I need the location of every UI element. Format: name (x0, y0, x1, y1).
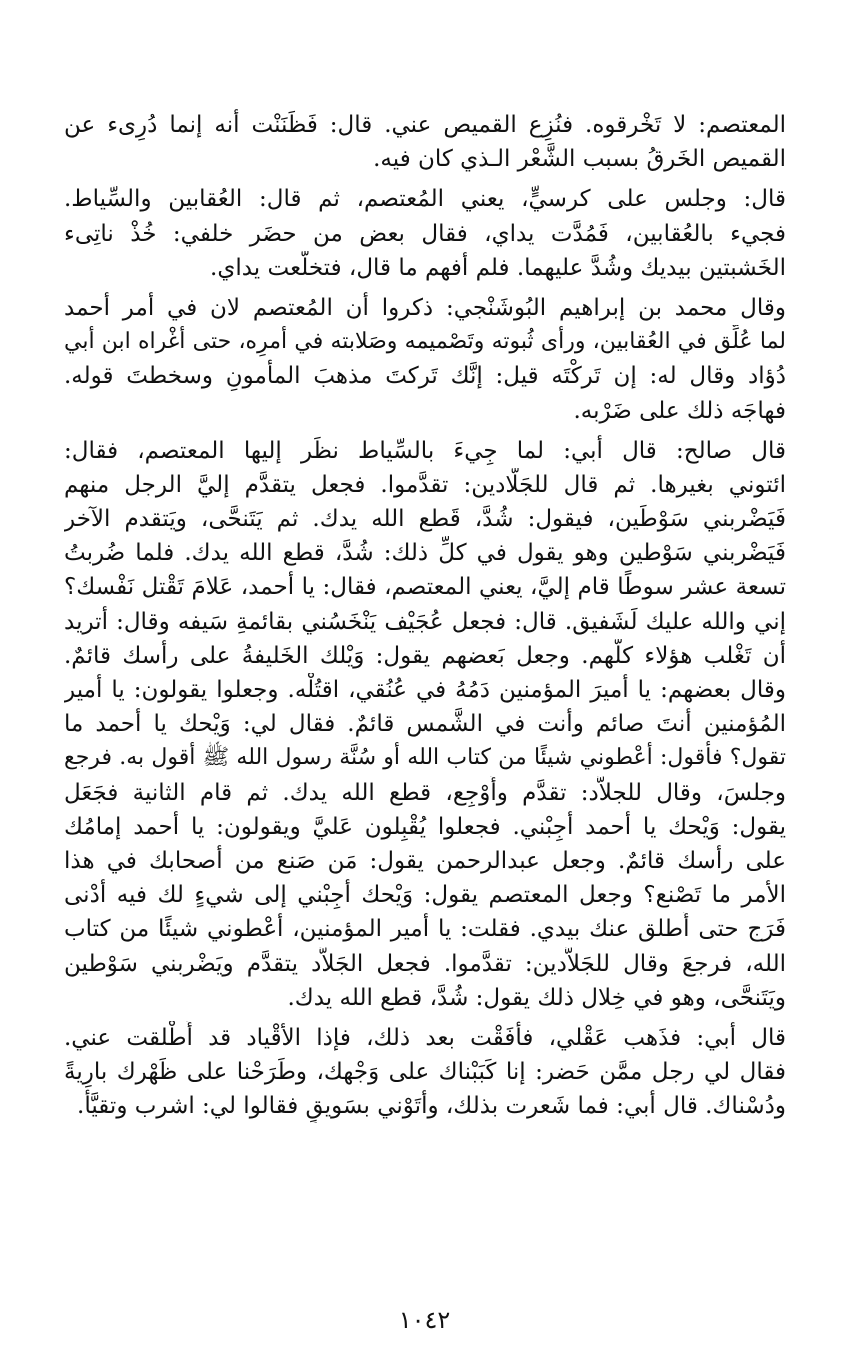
paragraph (64, 434, 786, 1015)
text-line: المُؤمنين أنتَ صائم وأنت في الشَّمس قائمٌ. فقال لي: وَيْحك يا أحمد ما (64, 711, 786, 738)
text-line: تسعة عشر سوطًا قام إليَّ، يعني المعتصم، فقال: يا أحمد، عَلامَ تَقْتل نَفْسك؟ (64, 574, 786, 601)
text-line: أن تَغْلب هؤلاء كلَّهم. وجعل بَعضهم يقول: وَيْلك الخَليفةُ على رأسك قائمٌ. (64, 642, 786, 669)
paragraph (64, 1021, 786, 1124)
text-line: وقال محمد بن إبراهيم البُوشَنْجي: ذكروا أن المُعتصم لان في أمر أحمد (64, 294, 786, 321)
paragraph (64, 108, 786, 176)
text-line: قال صالح: قال أبي: لما جِيءَ بالسِّياط نظَر إليها المعتصم، فقال: (64, 437, 786, 464)
text-line: قال: وجلس على كرسيٍّ، يعني المُعتصم، ثم قال: العُقابين والسِّياط. (64, 186, 786, 213)
text-line: لما عُلِّق في العُقابين، ورأى ثُبوته وتَصْميمه وصَلابته في أمرِه، حتى أغْراه ابن أبي (64, 329, 786, 355)
text-line: القميص الخَرقُ بسبب الشَّعْر الـذي كان فيه. (373, 146, 786, 173)
page-number: ١٠٤٢ (398, 1306, 451, 1334)
page-text (64, 108, 786, 1129)
text-line: فَرَج حتى أُطلق عنك بيدي. فقلت: يا أمير المؤمنين، أعْطوني شيئًا من كتاب (64, 916, 786, 943)
text-line: الخَشبتين بيديك وشُدَّ عليهما. فلم أفهم ما قال، فتخلَّعت يداي. (210, 254, 786, 281)
text-line: وجلسَ، وقال للجلاَّد: تقدَّم وأَوْجِع، قطع الله يدك. ثم قام الثانية فجَعَل (64, 779, 786, 806)
text-line: تقول؟ فأقول: أعْطوني شيئًا من كتاب الله أو سُنَّة رسول الله ﷺ أقول به. فرجع (64, 745, 786, 771)
text-line: وقال بعضهم: يا أميرَ المؤمنين دَمُهُ في عُنُقي، اقتُلْه. وجعلوا يقولون: يا أمير (64, 677, 786, 703)
text-line: الأمر ما تَصْنع؟ وجعل المعتصم يقول: وَيْحك أجِبْني إلى شيءٍ لك فيه أدْنى (64, 882, 786, 909)
text-line: دُؤاد وقال له: إن تَركْتَه قيل: إنَّك تَركتَ مذهبَ المأمونِ وسخطتَ قوله. (64, 363, 786, 390)
text-line: ائتوني بغيرها. ثم قال للجَلَّادين: تقدَّموا. فجعل يتقدَّم إليَّ الرجل منهم (64, 471, 786, 498)
text-line: ويَتَنحَّى، وهو في خِلال ذلك يقول: شُدَّ، قطع الله يدك. (287, 984, 786, 1011)
paragraph (64, 291, 786, 428)
text-line: فَيَضْربني سَوْطين وهو يقول في كلِّ ذلك: شُدَّ، قطع الله يدك. فلما ضُربتُ (64, 540, 786, 567)
text-line: فجيء بالعُقابين، فَمُدَّت يداي، فقال بعض من حضَر خلفي: خُذْ ناتِىء (64, 220, 786, 247)
paragraph (64, 182, 786, 285)
text-line: يقول: وَيْحك يا أحمد أجِبْني. فجعلوا يُقْبِلون عَليَّ ويقولون: يا أحمد إمامُك (64, 813, 786, 840)
text-line: الله، فرجعَ وقال للجَلاَّدين: تقدَّموا. فجعل الجَلاَّد يتقدَّم ويَضْربني سَوْطين (64, 950, 786, 977)
text-line: المعتصم: لا تَخْرقوه. فنُزِع القميص عني. قال: فَظَنَنْت أنه إنما دُرِىء عن (64, 112, 786, 138)
text-line: ودُسْناك. قال أبي: فما شَعرت بذلك، وأتَوْني بسَويقٍ فقالوا لي: اشرب وتقيَّأْ. (77, 1093, 786, 1120)
text-line: فهاجَه ذلك على ضَرْبه. (573, 397, 786, 424)
text-line: فقال لي رجل ممَّن حَضر: إنا كَبَبْناك على وَجْهك، وطَرَحْنا على ظَهْرك بارِيةً (64, 1059, 786, 1086)
text-line: إني والله عليك لَشَفيق. قال: فجعل عُجَيْف يَنْخَسُني بقائمةِ سَيفه وقال: أتريد (64, 608, 786, 635)
text-line: على رأسك قائمٌ. وجعل عبدالرحمن يقول: مَن صَنع من أصحابك في هذا (64, 847, 786, 874)
text-line: قال أبي: فذَهب عَقْلي، فأفَقْت بعد ذلك، فإذا الأقْياد قد أُطْلقت عني. (64, 1024, 786, 1051)
text-line: فَيَضْربني سَوْطَين، فيقول: شُدَّ، قَطع الله يدك. ثم يَتَنحَّى، ويَتقدم الآخر (64, 506, 786, 533)
